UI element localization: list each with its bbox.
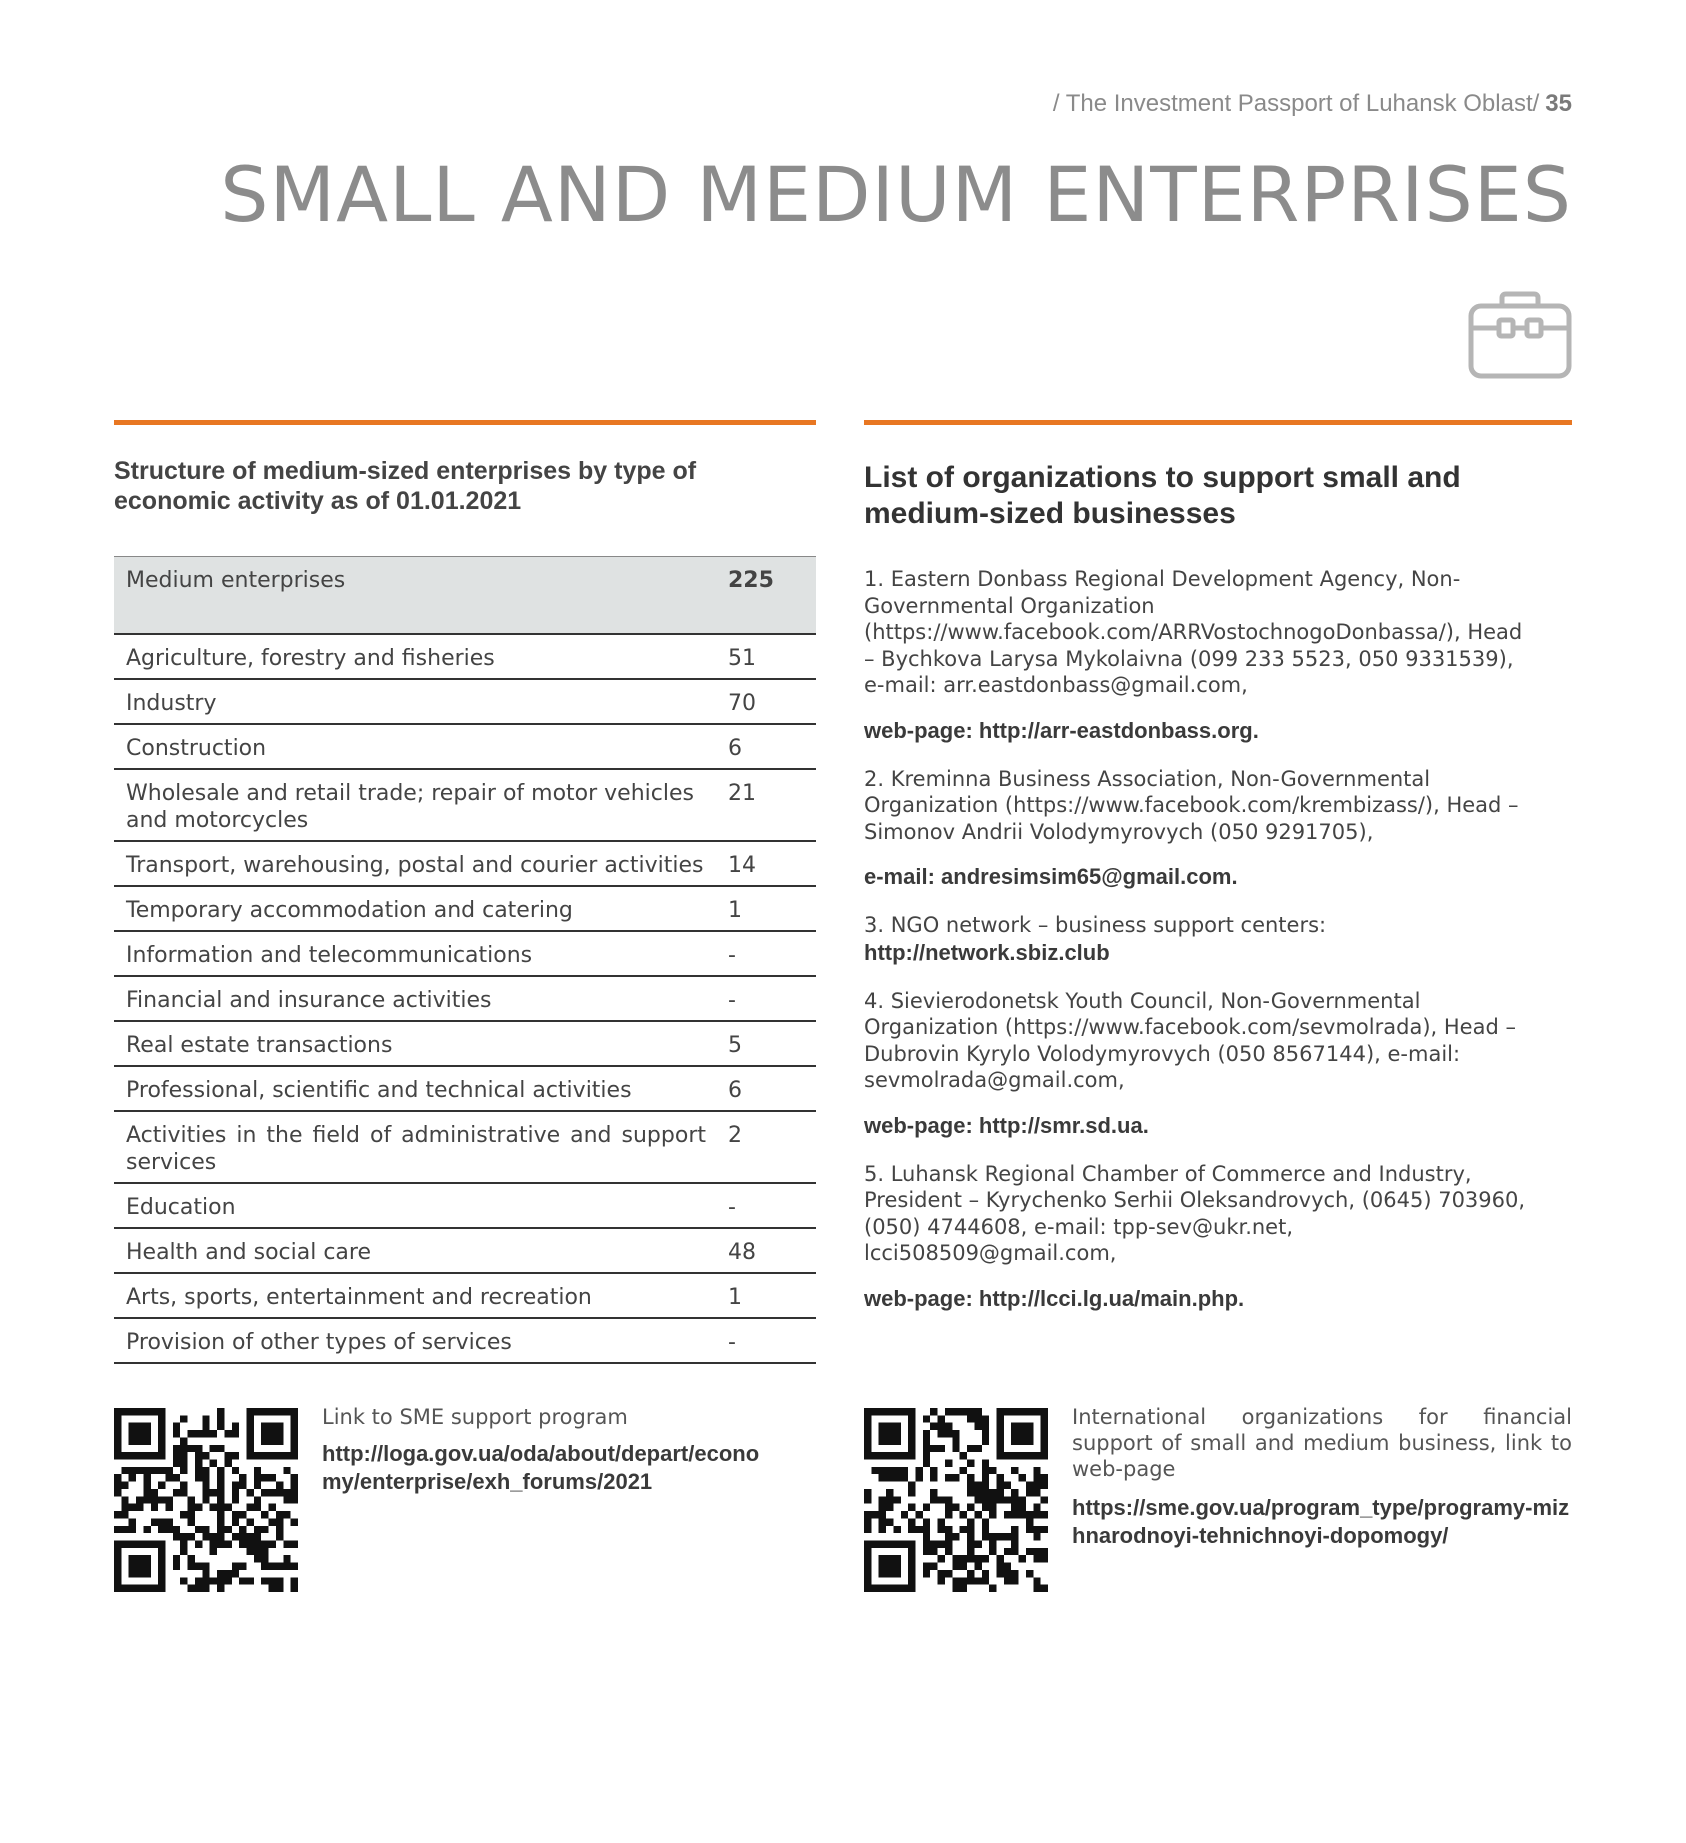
running-header <box>1053 90 1572 118</box>
qr-left-link[interactable]: http://loga.gov.ua/oda/about/depart/economy/enterprise/exh_forums/2021 <box>322 1441 760 1494</box>
table-row <box>114 1273 816 1318</box>
organizations-list <box>864 566 1534 1312</box>
qr-right-link[interactable]: https://sme.gov.ua/program_type/programy-mizhnarodnoyi-tehnichnoyi-dopomogy/ <box>1072 1495 1570 1548</box>
table-row <box>114 1066 816 1111</box>
table-cell-value: - <box>718 931 816 976</box>
table-cell-label: Construction <box>114 724 718 769</box>
table-cell-label: Wholesale and retail trade; repair of motor vehicles and motorcycles <box>114 769 718 841</box>
table-row <box>114 886 816 931</box>
table-cell-value: - <box>718 1183 816 1228</box>
org-3-web-link[interactable]: http://network.sbiz.club <box>864 939 1110 965</box>
qr-right-caption: International organizations for financial support of small and medium business, link to web-page <box>1072 1405 1572 1481</box>
table-cell-label: Professional, scientific and technical activities <box>114 1066 718 1111</box>
table-row <box>114 679 816 724</box>
table-cell-value: 21 <box>718 769 816 841</box>
briefcase-icon <box>1466 290 1574 380</box>
table-cell-label: Transport, warehousing, postal and courier activities <box>114 841 718 886</box>
table-row <box>114 634 816 679</box>
table-cell-value: 5 <box>718 1021 816 1066</box>
table-cell-label: Information and telecommunications <box>114 931 718 976</box>
page-title: SMALL AND MEDIUM ENTERPRISES <box>220 150 1572 239</box>
org-1-details: 1. Eastern Donbass Regional Development Agency, Non-Governmental Organization (https://www.facebook.com/ARRVostochnogoDonbassa/), Head – Bychkova Larysa Mykolaivna (099 233 5523, 050 9331539), e-mail: arr.eastdonbass@gmail.com, <box>864 567 1523 697</box>
publication-name: / The Investment Passport of Luhansk Oblast/ <box>1052 90 1540 117</box>
table-row <box>114 976 816 1021</box>
table-cell-label: Agriculture, forestry and fisheries <box>114 634 718 679</box>
table-row <box>114 1318 816 1363</box>
table-row <box>114 1228 816 1273</box>
qr-left-caption: Link to SME support program <box>322 1405 628 1429</box>
table-cell-value: 2 <box>718 1111 816 1183</box>
table-cell-value: 14 <box>718 841 816 886</box>
table-cell-label: Provision of other types of services <box>114 1318 718 1363</box>
accent-rule-left <box>114 420 816 425</box>
table-cell-label: Health and social care <box>114 1228 718 1273</box>
table-row <box>114 769 816 841</box>
table-cell-value: 70 <box>718 679 816 724</box>
table-cell-label: Education <box>114 1183 718 1228</box>
qr-code-sme-program <box>114 1408 298 1592</box>
table-cell-value: 6 <box>718 1066 816 1111</box>
table-cell-label: Industry <box>114 679 718 724</box>
org-5-web-link[interactable]: web-page: http://lcci.lg.ua/main.php. <box>864 1285 1245 1311</box>
table-cell-value: - <box>718 1318 816 1363</box>
org-4-web-link[interactable]: web-page: http://smr.sd.ua. <box>864 1112 1149 1138</box>
organizations-title: List of organizations to support small and medium-sized businesses <box>864 461 1461 530</box>
table-cell-value: 51 <box>718 634 816 679</box>
table-row <box>114 931 816 976</box>
table-cell-value: 1 <box>718 886 816 931</box>
qr-code-international-orgs <box>864 1408 1048 1592</box>
table-cell-label: Arts, sports, entertainment and recreation <box>114 1273 718 1318</box>
table-cell-label: Real estate transactions <box>114 1021 718 1066</box>
table-row <box>114 1183 816 1228</box>
table-row <box>114 1111 816 1183</box>
table-cell-value: - <box>718 976 816 1021</box>
org-1-web-link[interactable]: web-page: http://arr-eastdonbass.org. <box>864 717 1259 743</box>
org-4-details: 4. Sievierodonetsk Youth Council, Non-Governmental Organization (https://www.facebook.com/sevmolrada), Head – Dubrovin Kyrylo Volodymyrovych (050 8567144), e-mail: sevmolrada@gmail.com, <box>864 988 1516 1092</box>
table-header-row <box>114 557 816 635</box>
table-cell-label: Activities in the field of administrative and support services <box>114 1111 718 1183</box>
table-cell-value: 6 <box>718 724 816 769</box>
accent-rule-right <box>864 420 1572 425</box>
table-row <box>114 724 816 769</box>
org-3-details: 3. NGO network – business support centers: <box>864 913 1327 937</box>
org-5-details: 5. Luhansk Regional Chamber of Commerce and Industry, President – Kyrychenko Serhii Oleksandrovych, (0645) 703960, (050) 4744608, e-mail: tpp-sev@ukr.net, lcci508509@gmail.com, <box>864 1161 1526 1265</box>
table-cell-label: Financial and insurance activities <box>114 976 718 1021</box>
enterprise-structure-table <box>114 556 816 1364</box>
org-2-details: 2. Kreminna Business Association, Non-Governmental Organization (https://www.facebook.com/krembizass/), Head – Simonov Andrii Volodymyrovych (050 9291705), <box>864 766 1519 844</box>
table-cell-label: Medium enterprises <box>114 557 718 635</box>
table-cell-value: 48 <box>718 1228 816 1273</box>
table-title: Structure of medium-sized enterprises by type of economic activity as of 01.01.2021 <box>114 457 697 515</box>
org-2-email-link[interactable]: e-mail: andresimsim65@gmail.com. <box>864 864 1238 889</box>
table-cell-value: 1 <box>718 1273 816 1318</box>
table-row <box>114 841 816 886</box>
page-number: 35 <box>1545 90 1572 117</box>
table-cell-label: Temporary accommodation and catering <box>114 886 718 931</box>
table-row <box>114 1021 816 1066</box>
table-cell-value: 225 <box>718 557 816 635</box>
